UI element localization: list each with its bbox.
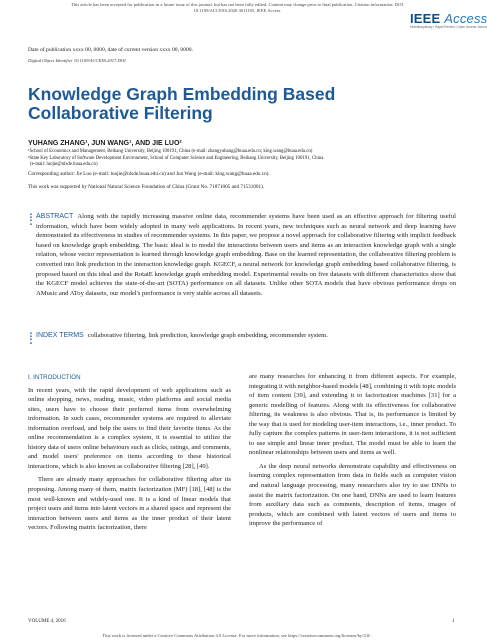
intro-paragraph-4: As the deep neural networks demonstrate capability and effectiveness on learning complex representation from data in fields such as computer vision and natural language processing, many researchers also try to use DNNs to assist the matrix factorization. On one hand, DNNs are used to learn features from auxiliary data such as comments, description of items, images of products, which are combined with latent vectors of users and items to improve the performance of <box>249 462 456 528</box>
affiliation-2-email: (e-mail: luojie@nlsde.buaa.edu.cn) <box>30 162 98 167</box>
left-column <box>28 373 231 533</box>
funding-note: This work was supported by National Natural Science Foundation of China (Grant No. 71871005 and 71531001). <box>28 184 265 190</box>
paper-title <box>28 85 458 123</box>
index-terms-label: INDEX TERMS <box>36 332 84 339</box>
index-terms <box>36 331 456 341</box>
abstract <box>36 212 456 298</box>
notice-line-2: 10.1109/ACCESS.2020.3011105, IEEE Access <box>193 8 281 13</box>
logo-tagline: Multidisciplinary | Rapid Review | Open Access Journal <box>410 25 487 29</box>
abstract-label: ABSTRACT <box>36 213 74 220</box>
notice-line-1: This article has been accepted for publication in a future issue of this journal, but has not been fully edited. Content may change prior to final publication. Citation information: DOI <box>71 2 403 7</box>
title-line-1: Knowledge Graph Embedding Based <box>28 84 336 104</box>
intro-paragraph-1: In recent years, with the rapid development of web applications such as online shopping, news, reading, music, video platforms and social media sites, users have to choose their preferred items from overwhelming information. In such cases, recommender systems are required to alleviate information overload, and help the users to find their favorite items. As the online recommendation is a complex system, it is essential to utilize the history data of users online behaviours such as clicks, ratings, and comments, and model users' preference on items according to these historical interactions, which is also known as collaborative filtering [28], [49]. <box>28 386 231 470</box>
abstract-text: Along with the rapidly increasing massive online data, recommender systems have been used as an effective approach for filtering useful information, which have been widely adopted in many web applications. In recent years, new techniques such as neural network and deep learning have demonstrated its effectiveness in studies of recommender systems. In this paper, we propose a novel approach for collaborative filtering with implicit feedback based on knowledge graph embedding. The basic ideal is to model the interactions between users and items as an interaction knowledge graph with a single relation, whose vector representation is learned through knowledge graph embedding. Base on the learned representation, the collaborative filtering problem is converted into link prediction in the interaction knowledge graph. KGECF, a neural network for knowledge graph embedding based collaborative filtering, is proposed based on this ideal and the RotatE knowledge graph embedding model. Experimental results on five datasets with different characteristics show that the KGECF model achieves the state-of-the-art (SOTA) performance on all datasets. Unlike other SOTA models that have obvious performance drops on AMusic and AToy datasets, our model's performance is very stable across all datasets. <box>36 213 456 297</box>
abstract-marker-icon: ■ ■ ■ ■ <box>30 212 32 226</box>
volume-footer: VOLUME 4, 2016 <box>28 619 66 624</box>
section-heading: I. INTRODUCTION <box>28 374 81 381</box>
index-terms-marker-icon: ■ ■ ■ ■ <box>30 331 32 345</box>
intro-paragraph-3: are many researches for enhancing it from different aspects. For example, integrating it with neighbor-based models [48], combining it with topic models of item content [39], and extending it to factorization machines [31] for a generic modelling of features. Along with its effectiveness for collaborative filtering, its weakness is also obvious. That is, its performance is limited by the way that is used for modeling user-item interactions, i.e., inner product. To fully capture the complex patterns in user-item interactions, it is not sufficient to use simple and linear inner product. The model must be able to learn the nonlinear relationships between users and items as well. <box>249 373 456 457</box>
logo-ieee: IEEE <box>410 11 441 26</box>
ieee-access-logo <box>410 11 487 33</box>
license-notice: This work is licensed under a Creative Commons Attribution 4.0 License. For more information, see https://creativecommons.org/licenses/by/4.0/. <box>102 633 372 638</box>
publication-date: Date of publication xxxx 00, 0000, date of current version xxxx 00, 0000. <box>28 47 193 53</box>
author-list: YUHANG ZHANG¹, JUN WANG¹, AND JIE LUO² <box>28 140 182 147</box>
title-line-2: Collaborative Filtering <box>28 103 213 123</box>
index-terms-text: collaborative filtering, link prediction, knowledge graph embedding, recommender system. <box>87 332 328 339</box>
doi-line: Digital Object Identifier 10.1109/ACCESS.2017.DOI <box>28 58 126 63</box>
affiliation-1: ¹School of Economics and Management, Beihang University, Beijing 100191, China (e-mail: zhangyuhang@buaa.edu.cn; king.wang@buaa.edu.cn) <box>28 149 313 154</box>
right-column <box>249 372 456 529</box>
corresponding-author: Corresponding author: Jie Luo (e-mail: luojie@nlsde.buaa.edu.cn) and Jun Wang (e-mail: king.wang@buaa.edu.cn). <box>28 171 270 177</box>
affiliation-2: ²State Key Laboratory of Software Development Environment, School of Computer Science and Engineering, Beihang University, Beijing 100191, China <box>28 155 324 161</box>
logo-access: Access <box>444 11 487 26</box>
intro-paragraph-2: There are already many approaches for collaborative filtering after its proposing. Among many of them, matrix factorization (MF) [18], [48] is the most well-known and widely-used one. It is a kind of linear models that project users and items into latent vectors in a shared space and represent the interaction between users and items as the inner product of their latent vectors. Following matrix factorization, there <box>28 476 231 532</box>
acceptance-notice <box>0 2 474 14</box>
page-number: 1 <box>452 619 455 624</box>
